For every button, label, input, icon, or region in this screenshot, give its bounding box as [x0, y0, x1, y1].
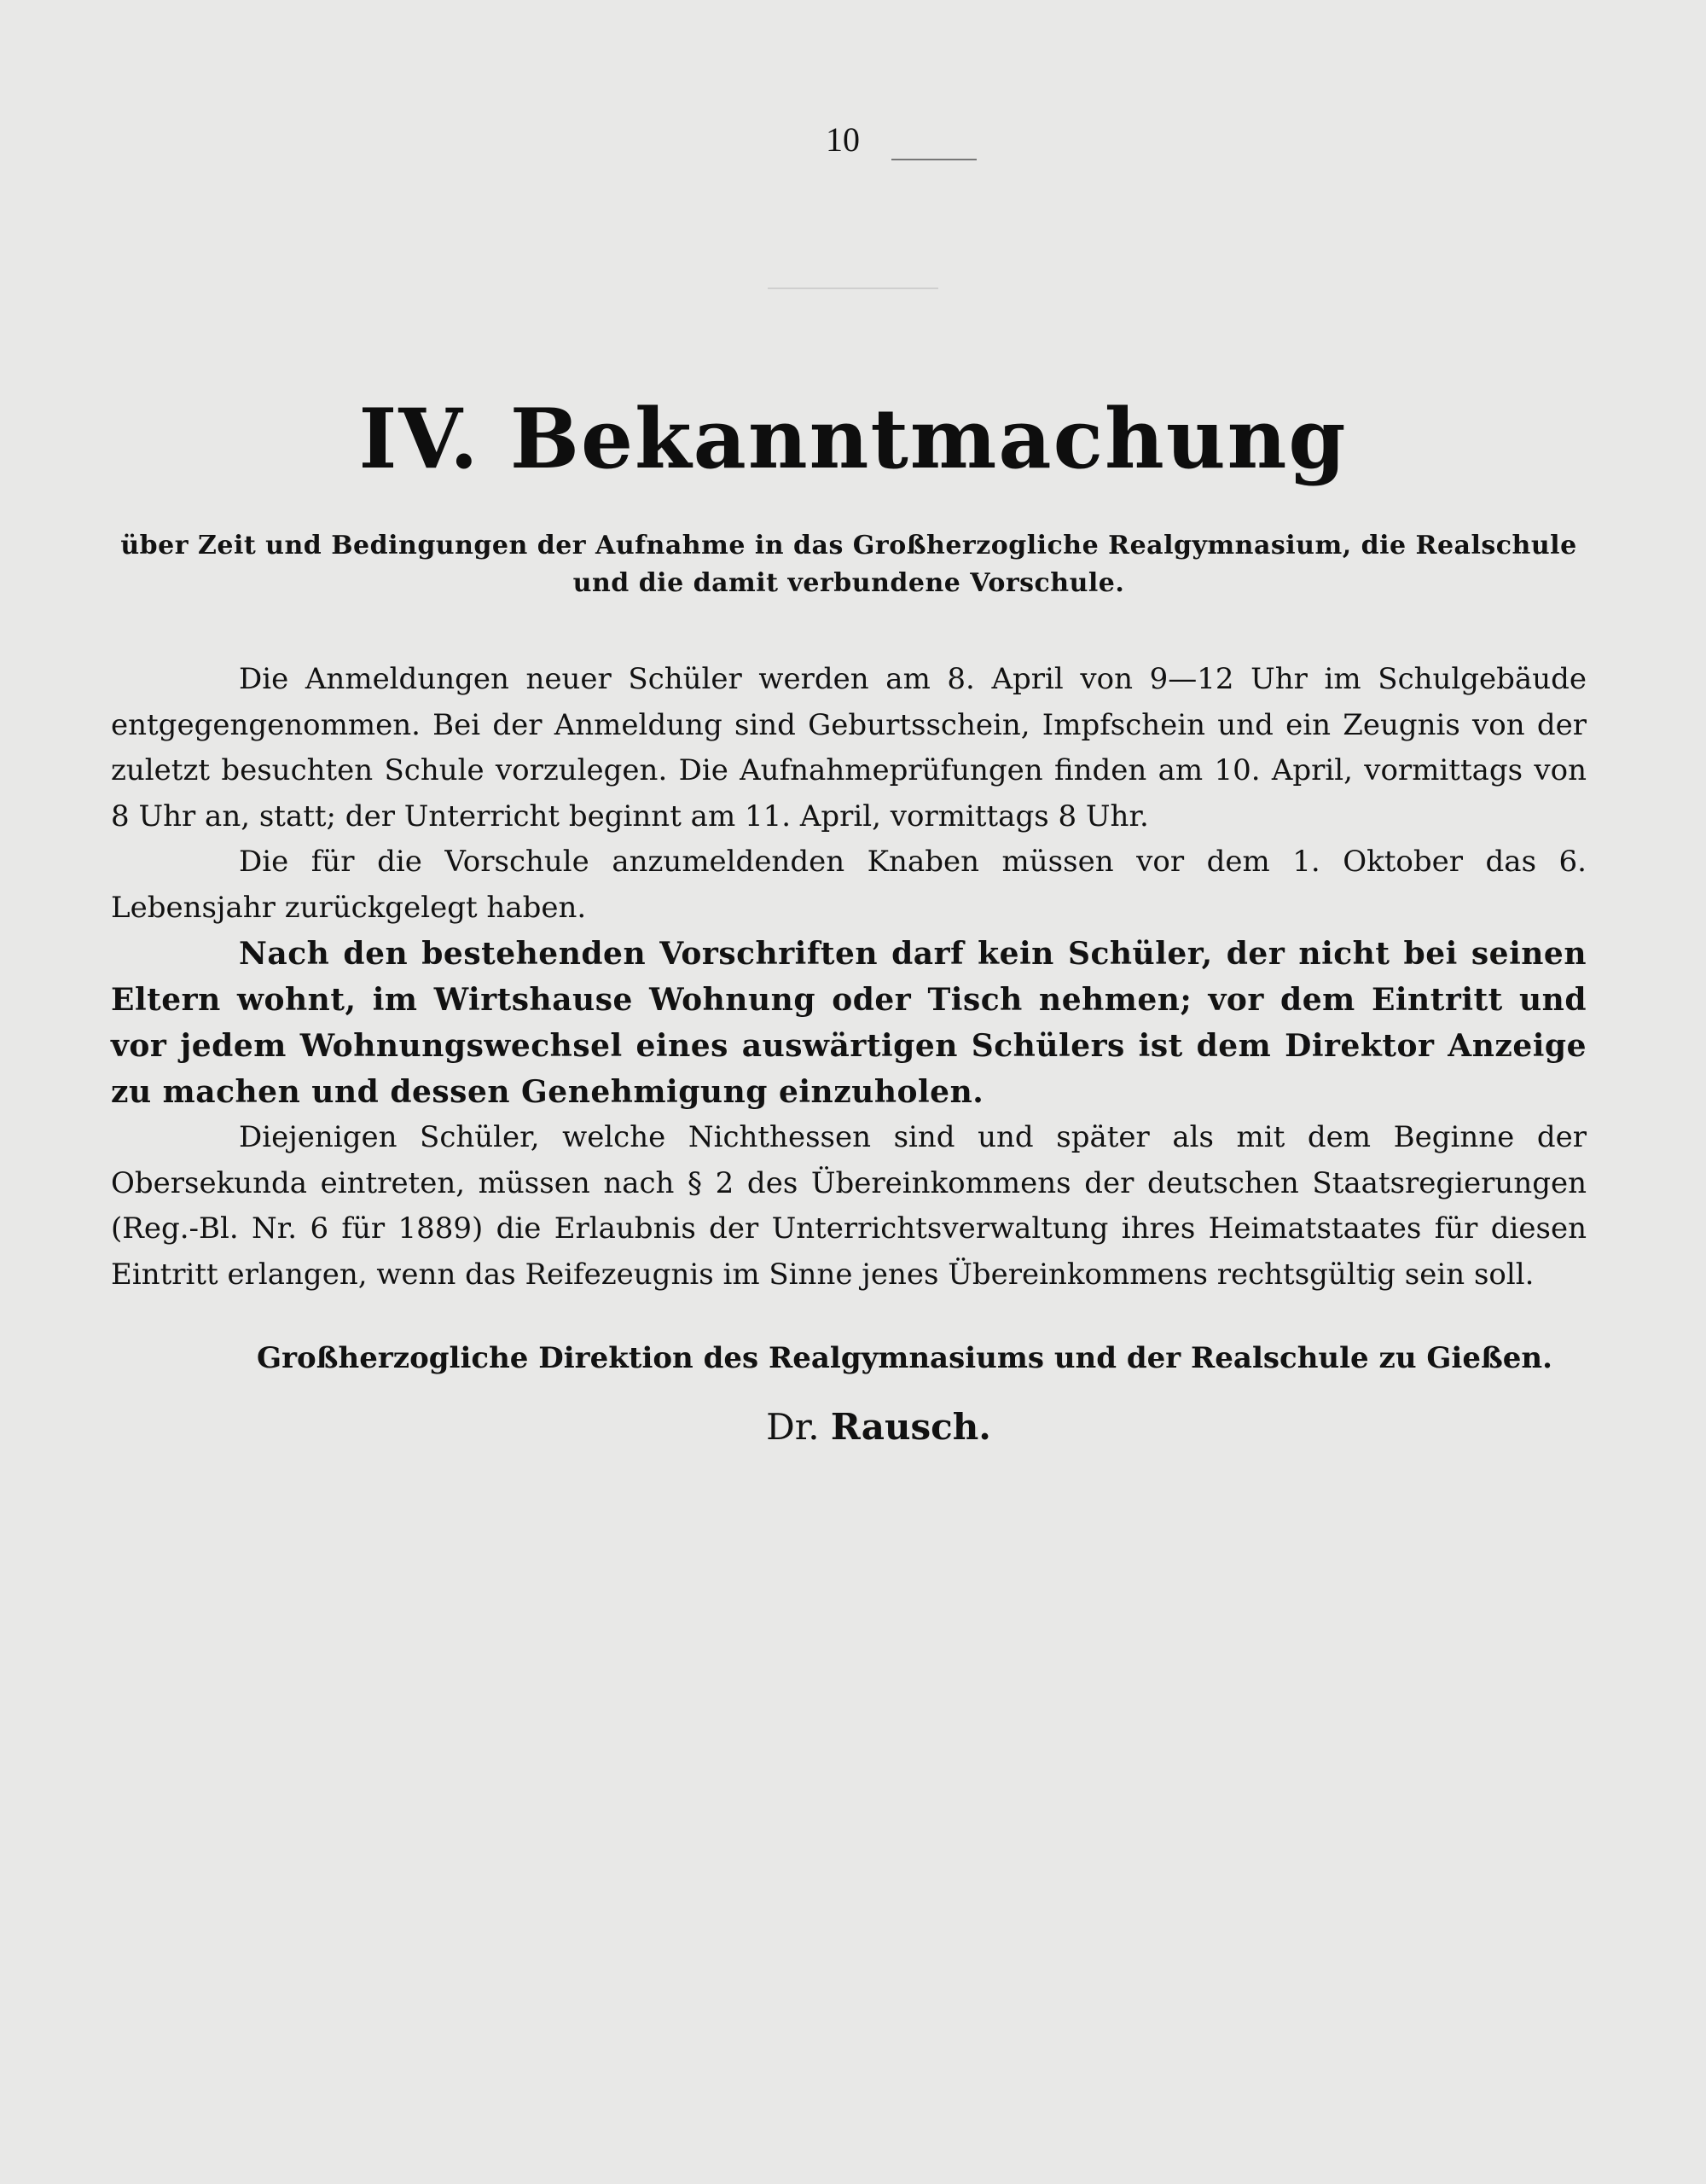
paragraph-registration: Die Anmeldungen neuer Schüler werden am 8. April von 9—12 Uhr im Schulgebäude entgegengenommen. Bei der Anmeldung sind Geburtsschein, Impfschein und ein Zeugnis von der zuletzt besuchten Schule vorzulegen. Die Aufnahmeprüfungen finden am 10. April, vormittags von 8 Uhr an, statt; der Unterricht beginnt am 11. April, vormittags 8 Uhr. — [111, 662, 1587, 834]
body-text — [111, 657, 1587, 1298]
signature-surname: Rausch. — [830, 1406, 991, 1448]
paragraph-lodging-rules: Nach den bestehenden Vorschriften darf kein Schüler, der nicht bei seinen Eltern wohnt, im Wirtshause Wohnung oder Tisch nehmen; vor dem Eintritt und vor jedem Wohnungswechsel eines auswärtigen Schülers ist dem Direktor Anzeige zu machen und dessen Genehmigung einzuholen. — [111, 936, 1587, 1110]
paragraph-preschool: Die für die Vorschule anzumeldenden Knaben müssen vor dem 1. Oktober das 6. Lebensjahr zurückgelegt haben. — [111, 845, 1587, 925]
signature-title: Dr. — [766, 1406, 820, 1448]
page-number: 10 — [826, 120, 860, 159]
paragraph-non-hessians: Diejenigen Schüler, welche Nichthessen sind und später als mit dem Beginne der Obersekunda eintreten, müssen nach § 2 des Übereinkommens der deutschen Staatsregierungen (Reg.-Bl. Nr. 6 für 1889) die Erlaubnis der Unterrichtsverwaltung ihres Heimatstaates für diesen Eintritt erlangen, wenn das Reifezeugnis im Sinne jenes Übereinkommens rechtsgültig sein soll. — [111, 1120, 1587, 1292]
signature-name — [0, 1406, 1706, 1448]
page-number-rule — [891, 159, 977, 160]
section-subtitle: über Zeit und Bedingungen der Aufnahme in das Großherzogliche Realgymnasium, die Realschule und die damit verbundene Vorschule. — [120, 531, 1577, 598]
divider — [768, 288, 938, 289]
bleed-through — [111, 209, 1595, 243]
section-title: IV. Bekanntmachung — [358, 391, 1348, 487]
signature-organization: Großherzogliche Direktion des Realgymnasiums und der Realschule zu Gießen. — [257, 1341, 1552, 1375]
